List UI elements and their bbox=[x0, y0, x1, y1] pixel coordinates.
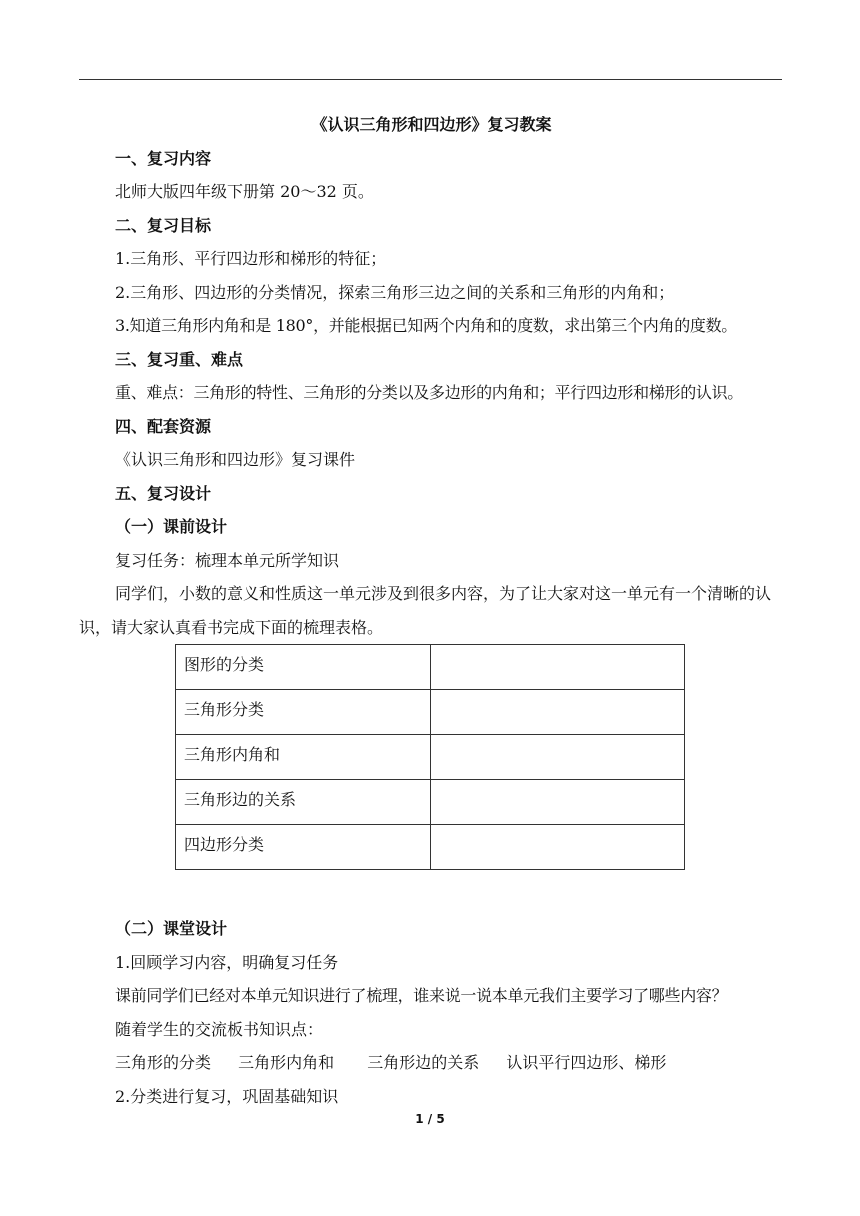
step-2-heading: 2.分类进行复习，巩固基础知识 bbox=[115, 1086, 339, 1106]
step-1-heading: 1.回顾学习内容，明确复习任务 bbox=[115, 952, 339, 972]
heading-key-points: 三、复习重、难点 bbox=[115, 349, 244, 369]
table-row bbox=[176, 645, 685, 690]
table-cell-label: 图形的分类 bbox=[176, 645, 431, 690]
knowledge-point: 认识平行四边形、梯形 bbox=[506, 1053, 667, 1072]
heading-review-content: 一、复习内容 bbox=[115, 148, 212, 168]
table-cell-label: 四边形分类 bbox=[176, 825, 431, 870]
heading-review-goals: 二、复习目标 bbox=[115, 215, 212, 235]
document-body bbox=[79, 108, 784, 644]
review-task-text: 复习任务：梳理本单元所学知识 bbox=[115, 550, 340, 570]
table-row bbox=[176, 780, 685, 825]
document-title: 《认识三角形和四边形》复习教案 bbox=[311, 115, 552, 134]
goal-item-2: 2.三角形、四边形的分类情况，探索三角形三边之间的关系和三角形的内角和； bbox=[115, 282, 675, 302]
review-content-text: 北师大版四年级下册第 20～32 页。 bbox=[115, 182, 374, 201]
goal-item-1: 1.三角形、平行四边形和梯形的特征； bbox=[115, 249, 387, 268]
table-row bbox=[176, 690, 685, 735]
knowledge-points bbox=[79, 1046, 784, 1080]
header-rule bbox=[79, 79, 782, 80]
table-cell-label: 三角形边的关系 bbox=[176, 780, 431, 825]
table-row bbox=[176, 735, 685, 780]
subheading-in-class: （二）课堂设计 bbox=[115, 919, 228, 938]
goal-item-3: 3.知道三角形内角和是 180°，并能根据已知两个内角和的度数，求出第三个内角的度数。 bbox=[115, 316, 737, 335]
subheading-pre-class: （一）课前设计 bbox=[115, 517, 228, 536]
in-class-section bbox=[79, 912, 784, 1113]
knowledge-point: 三角形内角和 bbox=[238, 1053, 335, 1072]
knowledge-point: 三角形边的关系 bbox=[367, 1053, 480, 1072]
heading-resources: 四、配套资源 bbox=[115, 416, 212, 436]
heading-review-design: 五、复习设计 bbox=[115, 483, 212, 503]
step-1-board: 随着学生的交流板书知识点： bbox=[115, 1019, 324, 1039]
resources-text: 《认识三角形和四边形》复习课件 bbox=[115, 450, 356, 469]
table-row bbox=[176, 825, 685, 870]
table-cell-label: 三角形内角和 bbox=[176, 735, 431, 780]
review-table bbox=[175, 644, 685, 870]
knowledge-point: 三角形的分类 bbox=[115, 1053, 212, 1072]
table-cell-blank bbox=[431, 780, 685, 825]
page-number: 1 / 5 bbox=[415, 1112, 445, 1126]
table-cell-blank bbox=[431, 735, 685, 780]
pre-class-paragraph: 同学们，小数的意义和性质这一单元涉及到很多内容，为了让大家对这一单元有一个清晰的认识，请大家认真看书完成下面的梳理表格。 bbox=[79, 584, 772, 637]
step-1-question: 课前同学们已经对本单元知识进行了梳理，谁来说一说本单元我们主要学习了哪些内容？ bbox=[115, 986, 728, 1005]
table-cell-blank bbox=[431, 645, 685, 690]
key-points-text: 重、难点：三角形的特性、三角形的分类以及多边形的内角和；平行四边形和梯形的认识。 bbox=[115, 383, 744, 402]
table-cell-blank bbox=[431, 825, 685, 870]
table-cell-label: 三角形分类 bbox=[176, 690, 431, 735]
table-cell-blank bbox=[431, 690, 685, 735]
